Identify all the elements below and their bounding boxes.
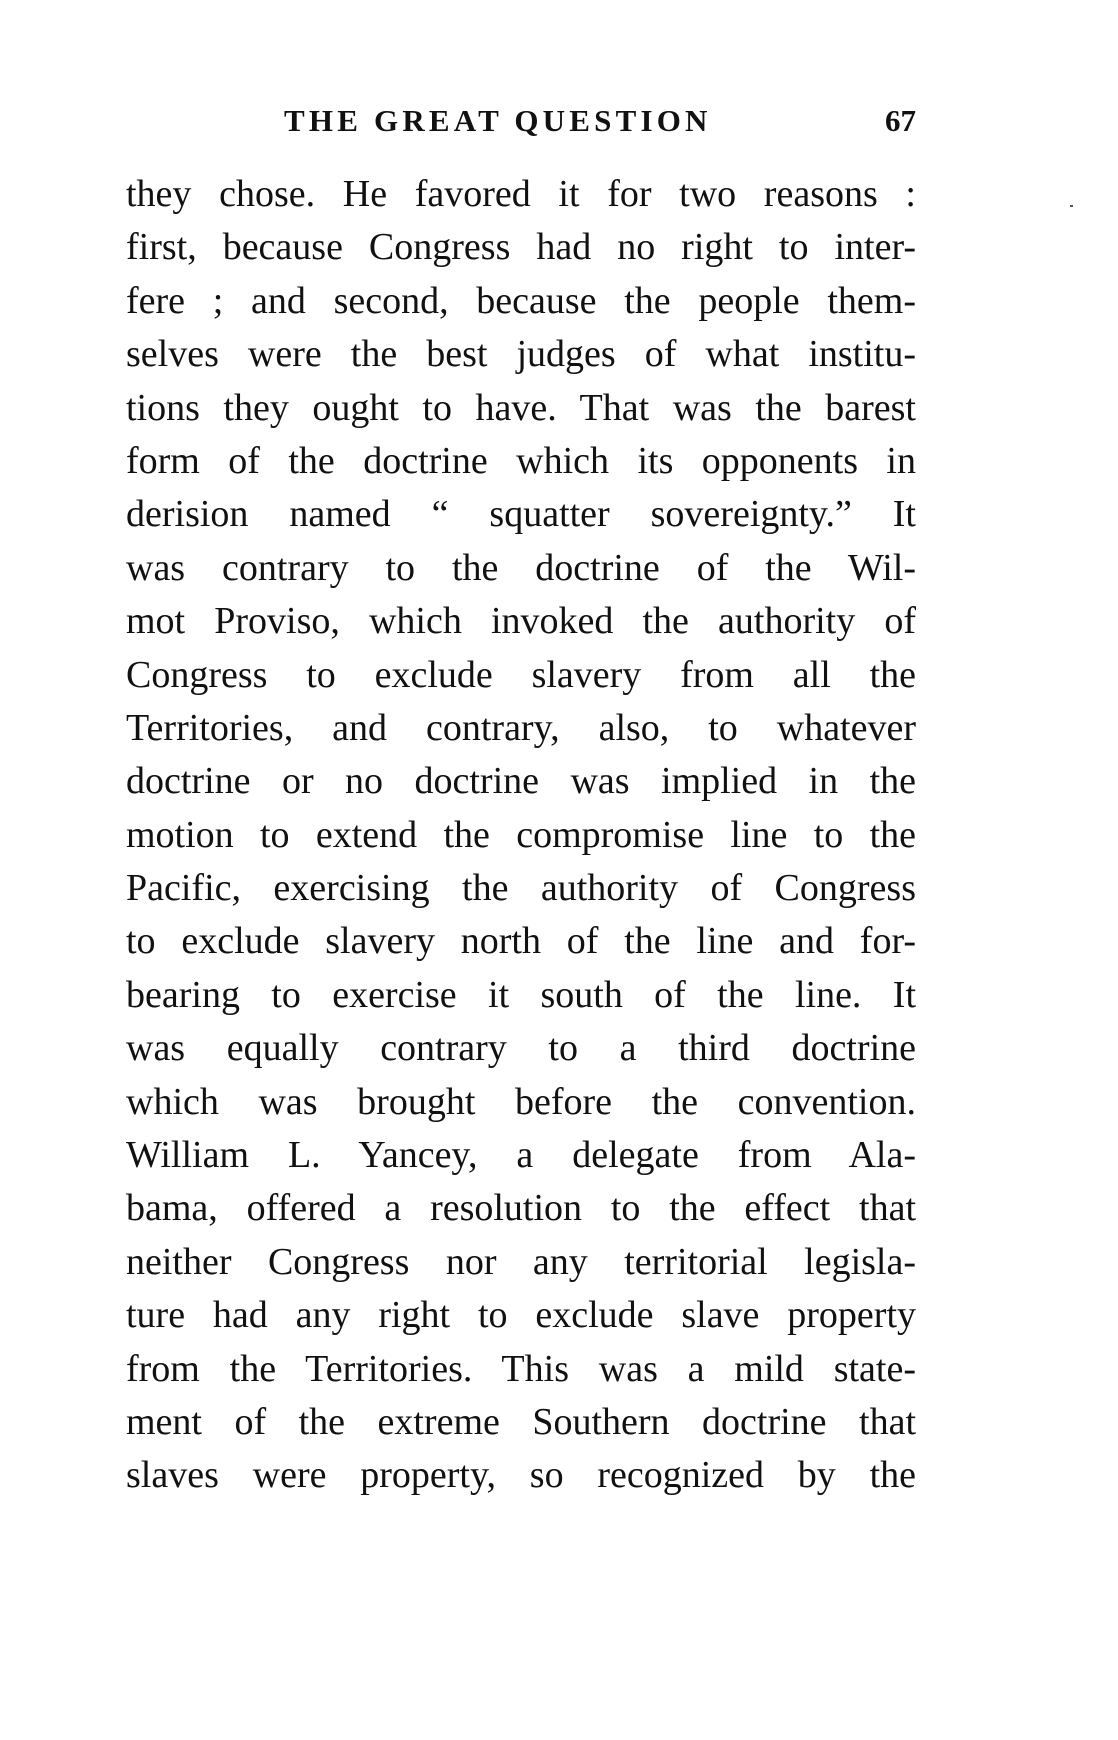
text-line: William L. Yancey, a delegate from Ala- xyxy=(126,1134,916,1177)
text-line: which was brought before the convention. xyxy=(126,1080,916,1123)
text-line: from the Territories. This was a mild state- xyxy=(126,1347,916,1390)
text-line: was contrary to the doctrine of the Wil- xyxy=(126,546,916,589)
running-head xyxy=(126,103,916,143)
text-line: Territories, and contrary, also, to whatever xyxy=(126,706,916,749)
text-line: form of the doctrine which its opponents in xyxy=(126,439,916,482)
text-line: tions they ought to have. That was the barest xyxy=(126,386,916,429)
text-line: selves were the best judges of what institu- xyxy=(126,333,916,376)
text-line: ture had any right to exclude slave property xyxy=(126,1294,916,1337)
text-line: to exclude slavery north of the line and for- xyxy=(126,920,916,963)
text-line: ment of the extreme Southern doctrine that xyxy=(126,1400,916,1443)
text-line: derision named “ squatter sovereignty.” It xyxy=(126,493,916,536)
text-line: bama, offered a resolution to the effect that xyxy=(126,1187,916,1230)
text-line: Pacific, exercising the authority of Congress xyxy=(126,867,916,910)
text-line: doctrine or no doctrine was implied in the xyxy=(126,760,916,803)
page-number: 67 xyxy=(885,103,916,138)
text-line: fere ; and second, because the people them- xyxy=(126,279,916,322)
running-title: THE GREAT QUESTION xyxy=(284,103,712,138)
text-line: they chose. He favored it for two reasons : xyxy=(126,173,916,215)
text-line: was equally contrary to a third doctrine xyxy=(126,1027,916,1070)
text-line: neither Congress nor any territorial legisla- xyxy=(126,1240,916,1283)
text-line: first, because Congress had no right to inter- xyxy=(126,226,916,269)
text-line: Congress to exclude slavery from all the xyxy=(126,653,916,696)
text-line: bearing to exercise it south of the line. It xyxy=(126,973,916,1016)
scan-speck xyxy=(1070,205,1073,207)
text-line: mot Proviso, which invoked the authority of xyxy=(126,600,916,643)
text-line: motion to extend the compromise line to the xyxy=(126,813,916,856)
text-line: slaves were property, so recognized by the xyxy=(126,1454,916,1497)
body-text xyxy=(126,168,916,1503)
